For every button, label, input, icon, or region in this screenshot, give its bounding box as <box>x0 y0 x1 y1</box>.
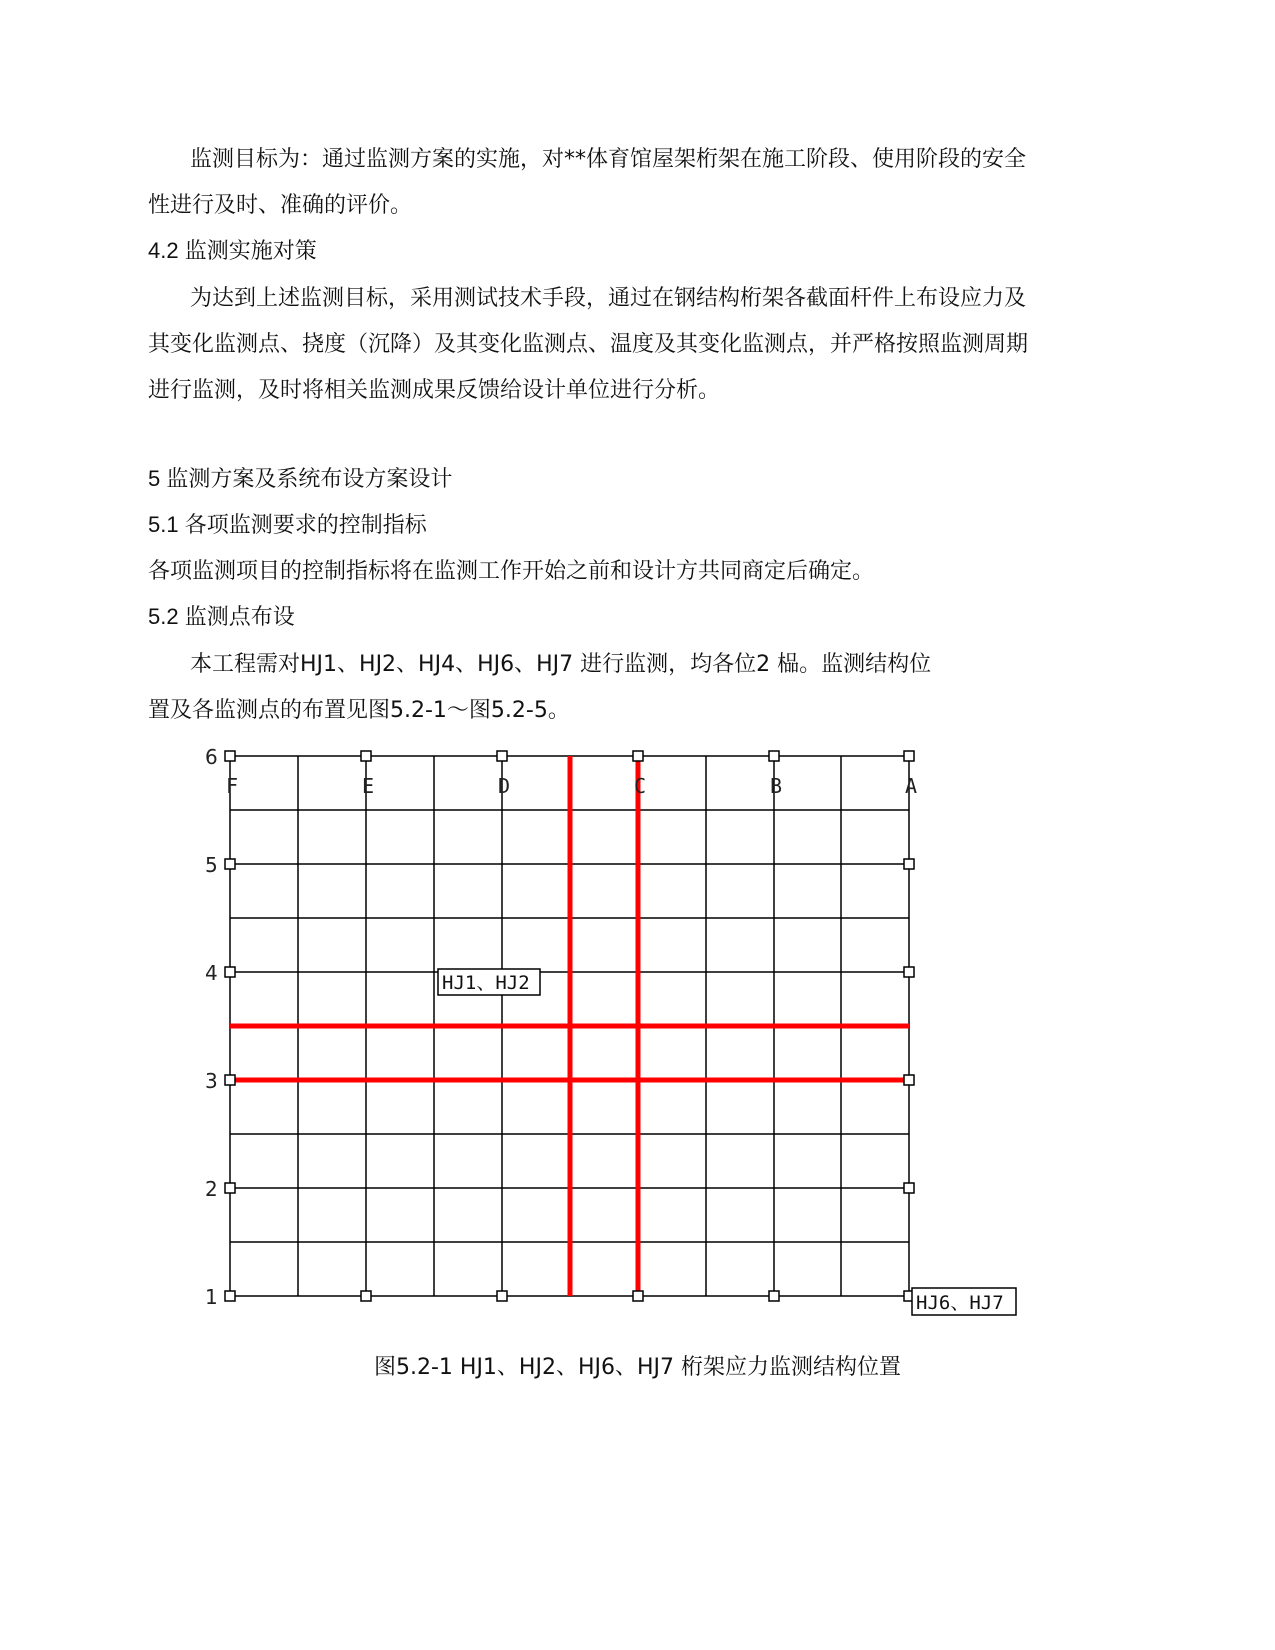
node-marker <box>225 859 235 869</box>
node-marker <box>225 751 235 761</box>
paragraph-strategy-line3: 进行监测，及时将相关监测成果反馈给设计单位进行分析。 <box>148 378 721 403</box>
paragraph-layout-line2: 置及各监测点的布置见图5.2-1～图5.2-5。 <box>148 698 570 723</box>
paragraph-layout-line1: 本工程需对HJ1、HJ2、HJ4、HJ6、HJ7 进行监测，均各位2 榀。监测结构位 <box>190 652 932 677</box>
node-marker <box>225 967 235 977</box>
paragraph-objective-line2: 性进行及时、准确的评价。 <box>148 193 413 218</box>
node-marker <box>904 859 914 869</box>
node-marker <box>497 1291 507 1301</box>
node-marker <box>361 1291 371 1301</box>
node-marker <box>497 751 507 761</box>
heading-5-2: 5.2 监测点布设 <box>148 604 295 629</box>
column-label-A: A <box>905 774 918 798</box>
node-marker <box>769 1291 779 1301</box>
column-label-B: B <box>770 774 783 798</box>
node-marker <box>361 751 371 761</box>
node-marker <box>904 1183 914 1193</box>
node-marker <box>904 967 914 977</box>
column-label-F: F <box>226 774 239 798</box>
paragraph-strategy-line1: 为达到上述监测目标，采用测试技术手段，通过在钢结构桁架各截面杆件上布设应力及 <box>190 286 1027 311</box>
node-marker <box>225 1291 235 1301</box>
paragraph-strategy-line2: 其变化监测点、挠度（沉降）及其变化监测点、温度及其变化监测点，并严格按照监测周期 <box>148 332 1029 357</box>
highlighted-trusses <box>230 756 909 1296</box>
row-label-1: 1 <box>205 1285 218 1309</box>
node-marker <box>225 1075 235 1085</box>
column-label-E: E <box>362 774 375 798</box>
tag-hj1-hj2-label: HJ1、HJ2 <box>442 972 530 994</box>
tag-hj6-hj7-label: HJ6、HJ7 <box>916 1292 1004 1314</box>
heading-4-2: 4.2 监测实施对策 <box>148 238 317 263</box>
column-label-D: D <box>498 774 511 798</box>
paragraph-objective-line1: 监测目标为：通过监测方案的实施，对**体育馆屋架桁架在施工阶段、使用阶段的安全 <box>190 147 1027 172</box>
node-marker <box>904 751 914 761</box>
tag-hj6-hj7 <box>912 1288 1016 1315</box>
paragraph-control-index: 各项监测项目的控制指标将在监测工作开始之前和设计方共同商定后确定。 <box>148 559 875 584</box>
node-marker <box>633 751 643 761</box>
row-label-2: 2 <box>205 1177 218 1201</box>
row-label-4: 4 <box>205 961 218 985</box>
row-label-3: 3 <box>205 1069 218 1093</box>
node-marker <box>225 1183 235 1193</box>
row-label-6: 6 <box>205 745 218 769</box>
figure-caption: 图5.2-1 HJ1、HJ2、HJ6、HJ7 桁架应力监测结构位置 <box>373 1355 902 1380</box>
column-label-C: C <box>634 774 647 798</box>
node-marker <box>633 1291 643 1301</box>
heading-5: 5 监测方案及系统布设方案设计 <box>148 466 453 491</box>
row-label-5: 5 <box>205 853 218 877</box>
tag-hj1-hj2 <box>438 969 540 995</box>
node-marker <box>769 751 779 761</box>
node-marker <box>904 1075 914 1085</box>
heading-5-1: 5.1 各项监测要求的控制指标 <box>148 512 427 537</box>
